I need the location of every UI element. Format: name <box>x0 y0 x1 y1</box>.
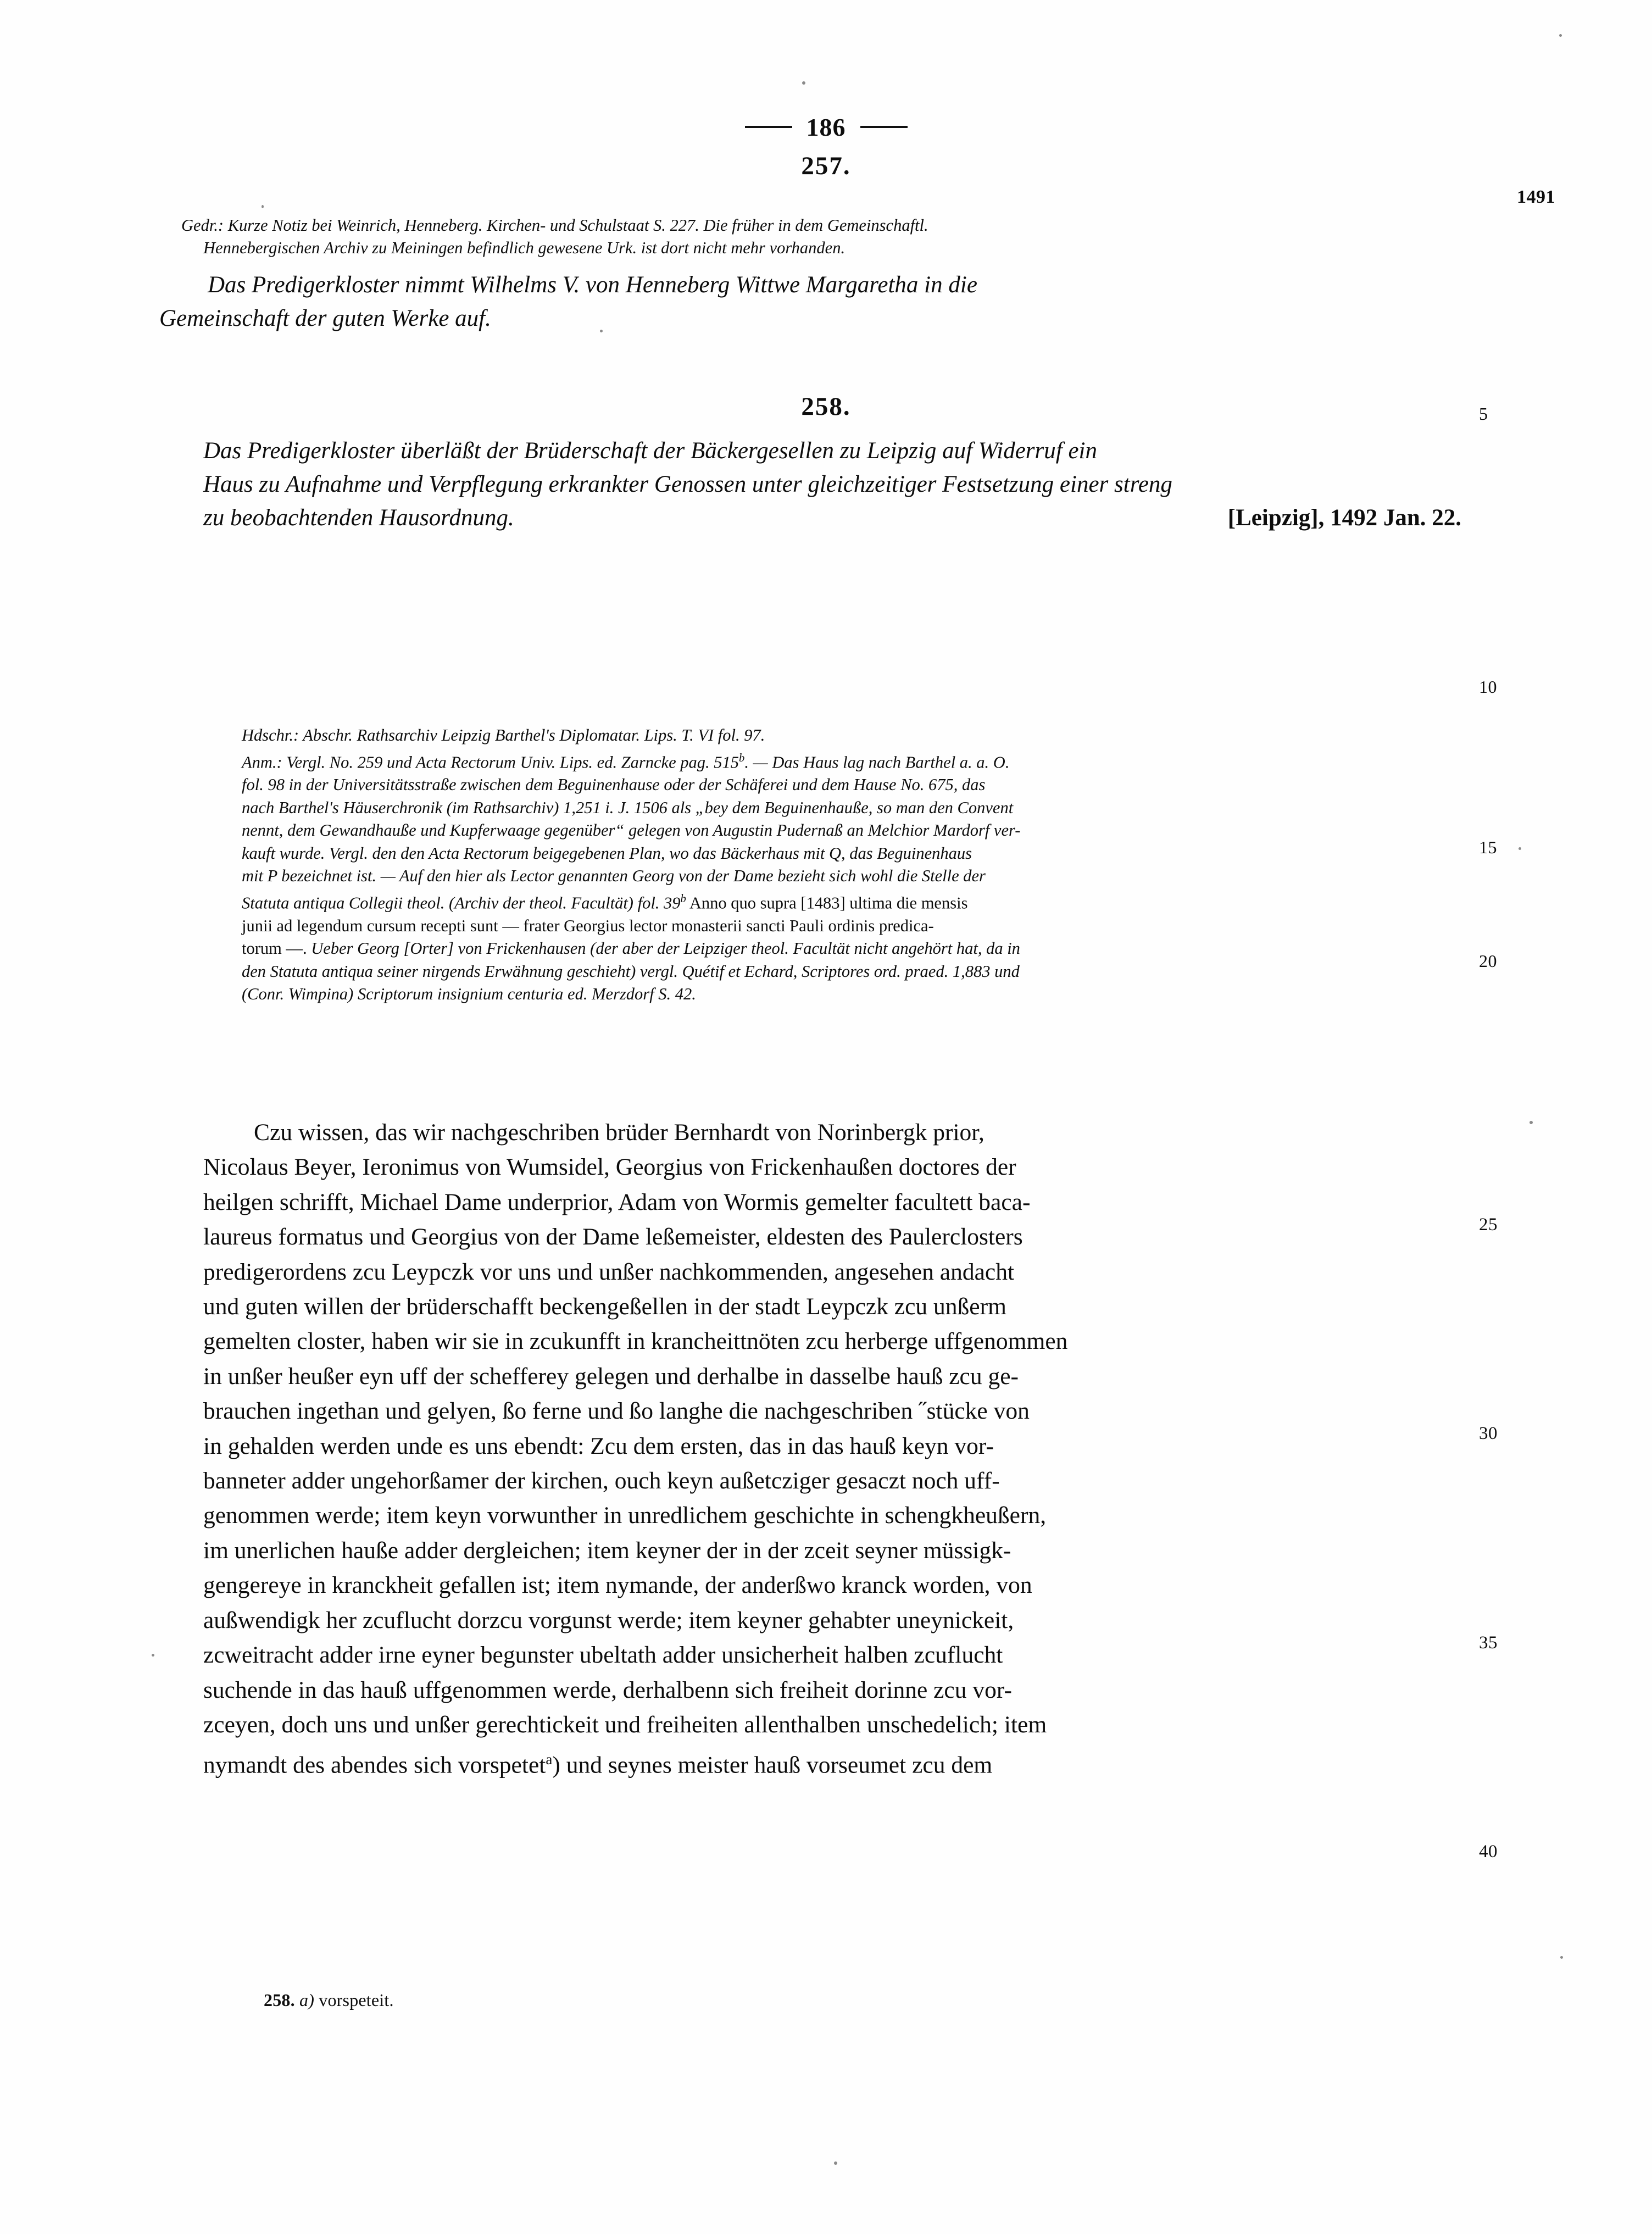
footnote-section-number: 258. <box>264 1990 295 2010</box>
regest-257-line-1: Das Predigerkloster nimmt Wilhelms V. von Henneberg Wittwe Margaretha in die <box>208 272 977 298</box>
apparatus-line: Hdschr.: Abschr. Rathsarchiv Leipzig Barthel's Diplomatar. Lips. T. VI fol. 97. <box>242 726 765 744</box>
body-line: Nicolaus Beyer, Ieronimus von Wumsidel, Georgius von Frickenhaußen doctores der <box>203 1154 1016 1181</box>
scan-speck <box>802 81 805 85</box>
line-number-25: 25 <box>1479 1215 1498 1235</box>
body-line: zceyen, doch uns und unßer gerechtickeit und freiheiten allenthalben unschedelich; item <box>203 1711 1047 1738</box>
regest-258-line-3-text: zu beobachtenden Hausordnung. <box>203 505 514 531</box>
regest-257-line-2: Gemeinschaft der guten Werke auf. <box>159 305 491 331</box>
body-line: zcweitracht adder irne eyner begunster ubeltath adder unsicherheit halben zcuflucht <box>203 1642 1003 1669</box>
body-line: banneter adder ungehorßamer der kirchen, ouch keyn außetcziger gesaczt noch uff- <box>203 1468 1000 1494</box>
apparatus-258 <box>242 724 1445 1006</box>
apparatus-line <box>242 747 1445 774</box>
page-number: 186 <box>806 113 846 141</box>
page-header <box>0 113 1652 142</box>
apparatus-line: fol. 98 in der Universitätsstraße zwischen dem Beguinenhause oder der Schäferei und dem Hause No. 675, das <box>242 775 986 794</box>
scan-speck <box>1560 1956 1563 1959</box>
apparatus-line: mit P bezeichnet ist. — Auf den hier als Lector genannten Georg von der Dame bezieht sich wohl die Stelle der <box>242 866 986 886</box>
apparatus-latin-line: junii ad legendum cursum recepti sunt — frater Georgius lector monasterii sancti Pauli ordinis predica- <box>242 916 934 935</box>
line-number-20: 20 <box>1479 951 1497 971</box>
body-line <box>203 1742 1461 1783</box>
body-line: heilgen schrifft, Michael Dame underprior, Adam von Wormis gemelter facultett baca- <box>203 1188 1031 1215</box>
apparatus-latin-3: torum —. <box>242 939 307 958</box>
body-line: im unerlichen hauße adder dergleichen; item keyner der in der zceit seyner müssigk- <box>203 1537 1011 1564</box>
document-body-258 <box>203 1115 1461 1783</box>
apparatus-anm-head: Anm.: Vergl. No. 259 und Acta Rectorum Univ. Lips. ed. Zarncke pag. 515 <box>242 752 739 771</box>
regest-258-line-3 <box>203 501 1461 535</box>
apparatus-line: nennt, dem Gewandhauße und Kupferwaage gegenüber“ gelegen von Augustin Pudernaß an Melchior Mardorf ver- <box>242 821 1021 840</box>
body-line: predigerordens zcu Leypczk vor uns und unßer nachkommenden, angesehen andacht <box>203 1258 1015 1285</box>
body-line: gemelten closter, haben wir sie in zcukunfft in krancheittnöten zcu herberge uffgenommen <box>203 1328 1068 1355</box>
apparatus-statuta-head: Statuta antiqua Collegii theol. (Archiv der theol. Facultät) fol. 39 <box>242 893 681 913</box>
scan-speck <box>1559 34 1562 37</box>
line-number-30: 30 <box>1479 1424 1498 1443</box>
line-number-10: 10 <box>1479 677 1497 697</box>
scan-speck <box>152 1654 154 1657</box>
apparatus-line: (Conr. Wimpina) Scriptorum insignium centuria ed. Merzdorf S. 42. <box>242 985 696 1004</box>
body-line: außwendigk her zcuflucht dorzcu vorgunst werde; item keyner gehabter uneynickeit, <box>203 1607 1014 1633</box>
apparatus-superscript: b <box>680 892 686 905</box>
section-number-257: 257. <box>801 152 851 180</box>
body-line: und guten willen der brüderschafft beckengeßellen in der stadt Leypczk zcu unßerm <box>203 1293 1006 1320</box>
apparatus-line: den Statuta antiqua seiner nirgends Erwähnung geschieht) vergl. Quétif et Echard, Scriptores ord. praed. 1,883 und <box>242 962 1020 981</box>
scan-speck <box>262 205 264 208</box>
body-line: brauchen ingethan und gelyen, ßo ferne und ßo langhe die nachgeschriben ˝stücke von <box>203 1398 1030 1425</box>
year-marker-1491: 1491 <box>1517 187 1555 207</box>
body-line: gengereye in kranckheit gefallen ist; item nymande, der anderßwo kranck worden, von <box>203 1572 1032 1599</box>
line-number-35: 35 <box>1479 1633 1498 1653</box>
body-line: in unßer heußer eyn uff der schefferey gelegen und derhalbe in dasselbe hauß zcu ge- <box>203 1363 1019 1390</box>
source-note-257-line-1: Gedr.: Kurze Notiz bei Weinrich, Henneberg. Kirchen- und Schulstaat S. 227. Die früher in dem Gemeinschaftl. <box>181 216 928 235</box>
header-rule-right <box>860 126 908 128</box>
body-line: genommen werde; item keyn vorwunther in unredlichem geschichte in schengkheußern, <box>203 1502 1047 1529</box>
body-line: suchende in das hauß uffgenommen werde, derhalbenn sich freiheit dorinne zcu vor- <box>203 1676 1012 1703</box>
scan-speck <box>1529 1121 1533 1124</box>
apparatus-line: kauft wurde. Vergl. den den Acta Rectorum beigegebenen Plan, wo das Bäckerhaus mit Q, das Beguinenhaus <box>242 843 972 863</box>
footnote-text: vorspeteit. <box>319 1990 394 2010</box>
apparatus-line <box>242 937 1445 960</box>
line-number-5: 5 <box>1479 404 1488 424</box>
apparatus-superscript: b <box>739 752 745 764</box>
body-line-text: nymandt des abendes sich vorspetet <box>203 1752 546 1779</box>
body-line: Czu wissen, das wir nachgeschriben brüder Bernhardt von Norinbergk prior, <box>254 1119 984 1146</box>
footnote-reference: a <box>546 1751 553 1768</box>
apparatus-anm-tail: . — Das Haus lag nach Barthel a. a. O. <box>744 752 1010 771</box>
source-note-257-line-2: Hennebergischen Archiv zu Meiningen befindlich gewesene Urk. ist dort nicht mehr vorhanden. <box>203 238 846 257</box>
line-number-40: 40 <box>1479 1842 1498 1861</box>
apparatus-after-latin: Ueber Georg [Orter] von Frickenhausen (der aber der Leipziger theol. Facultät nicht angehört hat, da in <box>307 939 1020 958</box>
apparatus-line: nach Barthel's Häuserchronik (im Rathsarchiv) 1,251 i. J. 1506 als „bey dem Beguinenhauße, so man den Convent <box>242 798 1014 817</box>
body-line-tail: ) und seynes meister hauß vorseumet zcu dem <box>552 1752 993 1779</box>
line-number-15: 15 <box>1479 837 1497 857</box>
footnote-mark: a) <box>299 1990 315 2010</box>
scan-speck <box>834 2161 837 2165</box>
body-line: in gehalden werden unde es uns ebendt: Zcu dem ersten, das in das hauß keyn vor- <box>203 1432 994 1459</box>
footnote <box>264 1990 394 2010</box>
apparatus-latin-1: Anno quo supra [1483] ultima die mensis <box>686 893 968 913</box>
regest-258-line-2: Haus zu Aufnahme und Verpflegung erkrankter Genossen unter gleichzeitiger Festsetzung einer streng <box>203 471 1172 497</box>
regest-257 <box>159 268 1478 335</box>
body-line: laureus formatus und Georgius von der Dame leßemeister, eldesten des Paulerclosters <box>203 1224 1023 1251</box>
section-number-258: 258. <box>801 392 851 421</box>
source-note-257 <box>181 214 1445 259</box>
header-rule-left <box>745 126 792 128</box>
date-line: [Leipzig], 1492 Jan. 22. <box>1227 505 1461 531</box>
regest-258 <box>203 434 1461 535</box>
apparatus-line <box>242 888 1445 915</box>
regest-258-line-1: Das Predigerkloster überläßt der Brüderschaft der Bäckergesellen zu Leipzig auf Widerruf ein <box>203 438 1097 464</box>
